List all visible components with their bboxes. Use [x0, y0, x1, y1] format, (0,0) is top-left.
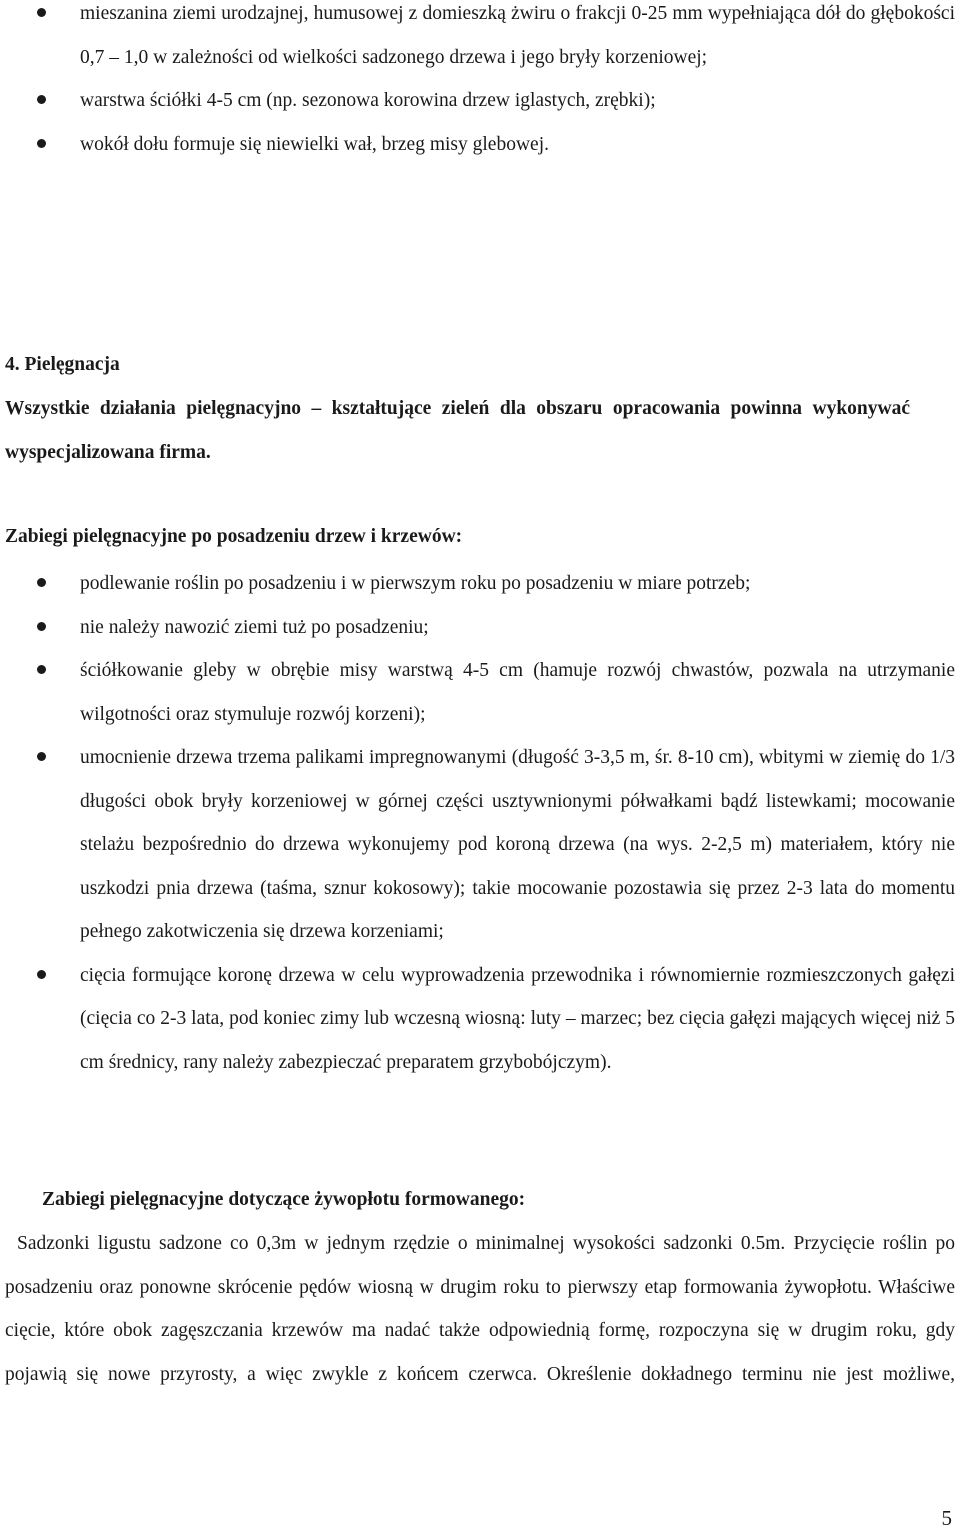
- bullet-icon: [37, 95, 46, 104]
- hedge-care-heading: Zabiegi pielęgnacyjne dotyczące żywopłotu formowanego:: [42, 1189, 526, 1210]
- trees-care-heading: Zabiegi pielęgnacyjne po posadzeniu drzew i krzewów:: [5, 526, 463, 547]
- list-item: [0, 79, 960, 123]
- hedge-care-text-content: Sadzonki ligustu sadzone co 0,3m w jednym rzędzie o minimalnej wysokości sadzonki 0.5m. Przycięcie roślin po posadzeniu oraz ponowne skrócenie pędów wiosną w drugim roku to pierwszy etap formowania żywopłotu. Właściwe cięcie, które obok zagęszczania krzewów ma nadać także odpowiednią formę, rozpoczyna się w drugim roku, gdy pojawią się nowe przyrosty, a więc zwykle z końcem czerwca. Określenie dokładnego terminu nie jest możliwe,: [5, 1233, 955, 1385]
- list-item: [0, 606, 960, 650]
- list-item-text: nie należy nawozić ziemi tuż po posadzeniu;: [80, 616, 429, 638]
- list-item-text: podlewanie roślin po posadzeniu i w pierwszym roku po posadzeniu w miare potrzeb;: [80, 573, 751, 594]
- list-item: [0, 954, 960, 1085]
- list-item-text: umocnienie drzewa trzema palikami impregnowanymi (długość 3-3,5 m, śr. 8-10 cm), wbitymi w ziemię do 1/3 długości obok bryły korzeniowej w górnej części usztywnionymi półwałkami bądź listewkami; mocowanie stelażu bezpośrednio do drzewa wykonujemy pod koroną drzewa (na wys. 2-2,5 m) materiałem, który nie uszkodzi pnia drzewa (taśma, sznur kokosowy); takie mocowanie pozostawia się przez 2-3 lata do momentu pełnego zakotwiczenia się drzewa korzeniami;: [80, 747, 955, 942]
- list-item-text: wokół dołu formuje się niewielki wał, brzeg misy glebowej.: [80, 133, 549, 155]
- trees-care-list: [0, 562, 960, 1084]
- section-intro: Wszystkie działania pielęgnacyjno – kształtujące zieleń dla obszaru opracowania powinna wykonywać wyspecjalizowana firma.: [5, 398, 910, 463]
- list-item-text: ściółkowanie gleby w obrębie misy warstwą 4-5 cm (hamuje rozwój chwastów, pozwala na utrzymanie wilgotności oraz stymuluje rozwój korzeni);: [80, 660, 955, 725]
- list-item: [0, 0, 960, 79]
- bullet-icon: [37, 578, 46, 587]
- bullet-icon: [37, 139, 46, 148]
- list-item-text: warstwa ściółki 4-5 cm (np. sezonowa korowina drzew iglastych, zrębki);: [80, 90, 656, 111]
- page-number: 5: [941, 1506, 952, 1530]
- list-item: [0, 649, 960, 736]
- bullet-icon: [37, 622, 46, 631]
- bullet-icon: [37, 752, 46, 761]
- list-item-text: cięcia formujące koronę drzewa w celu wyprowadzenia przewodnika i równomiernie rozmieszczonych gałęzi (cięcia co 2-3 lata, pod koniec zimy lub wczesną wiosną: luty – marzec; bez cięcia gałęzi mających więcej niż 5 cm średnicy, rany należy zabezpieczać preparatem grzybobójczym).: [80, 964, 955, 1073]
- list-item: [0, 736, 960, 954]
- top-bullet-list: [0, 0, 960, 166]
- bullet-icon: [37, 970, 46, 979]
- section-heading: 4. Pielęgnacja: [5, 354, 120, 375]
- list-item-text: mieszanina ziemi urodzajnej, humusowej z domieszką żwiru o frakcji 0-25 mm wypełniająca dół do głębokości 0,7 – 1,0 w zależności od wielkości sadzonego drzewa i jego bryły korzeniowej;: [80, 3, 955, 68]
- bullet-icon: [37, 665, 46, 674]
- list-item: [0, 123, 960, 167]
- bullet-icon: [37, 8, 46, 17]
- hedge-care-text: [5, 1222, 955, 1396]
- list-item: [0, 562, 960, 606]
